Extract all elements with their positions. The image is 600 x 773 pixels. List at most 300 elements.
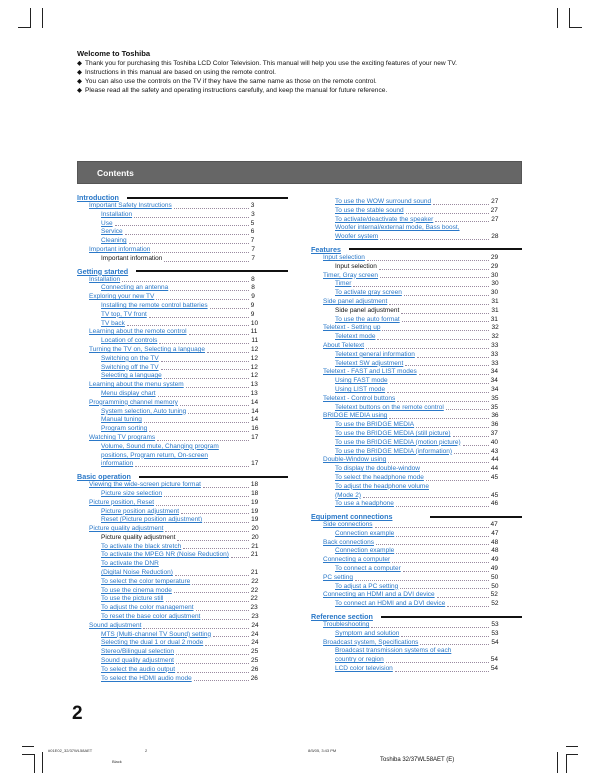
entry-title[interactable]: To use the BRIDGE MEDIA (information) xyxy=(335,447,453,455)
entry-title[interactable]: To use the BRIDGE MEDIA (motion picture) xyxy=(335,438,461,446)
toc-entry-link[interactable] xyxy=(77,211,289,220)
toc-entry-link[interactable] xyxy=(77,666,289,675)
entry-title[interactable]: Back connections xyxy=(323,538,374,546)
entry-title[interactable]: Viewing the wide-screen picture format xyxy=(89,481,201,489)
toc-entry-link[interactable] xyxy=(311,521,523,530)
toc-entry-link[interactable] xyxy=(77,372,289,381)
toc-entry-link[interactable] xyxy=(77,355,289,364)
entry-title[interactable]: Broadcast transmission systems of each xyxy=(335,647,452,655)
toc-entry-link[interactable] xyxy=(77,293,289,302)
dot-leader xyxy=(186,387,249,388)
entry-page-number: 7 xyxy=(250,237,255,245)
toc-entry-link[interactable] xyxy=(311,351,523,360)
contents-header-bar xyxy=(77,161,522,184)
toc-entry-link[interactable] xyxy=(77,490,289,499)
section-title-link[interactable]: Features xyxy=(311,244,341,254)
dot-leader xyxy=(426,480,489,481)
toc-entry-link[interactable] xyxy=(311,404,523,413)
toc-entry-link[interactable] xyxy=(77,202,289,211)
entry-title[interactable]: To connect an HDMI and a DVI device xyxy=(335,600,446,608)
section-rule xyxy=(136,270,288,272)
toc-entry-link[interactable] xyxy=(311,483,523,492)
toc-entry-link[interactable] xyxy=(311,377,523,386)
entry-title[interactable]: Troubleshooting xyxy=(323,621,370,629)
dot-leader xyxy=(127,325,249,326)
entry-title[interactable]: Exploring your new TV xyxy=(89,293,155,301)
toc-entry-link[interactable] xyxy=(311,639,523,648)
dot-leader xyxy=(417,357,489,358)
toc-entry-link[interactable] xyxy=(311,386,523,395)
dot-leader xyxy=(377,339,489,340)
entry-title[interactable]: Reset (Picture position adjustment) xyxy=(101,516,203,524)
entry-title[interactable]: Picture size selection xyxy=(101,489,163,497)
toc-entry-link[interactable] xyxy=(77,302,289,311)
toc-entry-link[interactable] xyxy=(311,456,523,465)
entry-title[interactable]: country or region xyxy=(335,656,384,664)
toc-entry-link[interactable] xyxy=(311,630,523,639)
entry-page-number: 13 xyxy=(250,381,258,389)
toc-entry-link[interactable] xyxy=(311,547,523,556)
toc-entry-link[interactable] xyxy=(77,587,289,596)
toc-entry-link[interactable] xyxy=(311,665,523,674)
entry-title[interactable]: LCD color television xyxy=(335,665,393,673)
entry-title[interactable]: To use the cinema mode xyxy=(101,586,172,594)
entry-title[interactable]: System selection, Auto tuning xyxy=(101,407,187,415)
toc-entry-link[interactable] xyxy=(311,474,523,483)
entry-title[interactable]: BRIDGE MEDIA using xyxy=(323,412,388,420)
entry-title[interactable]: Picture position, Reset xyxy=(89,498,155,506)
toc-entry-link[interactable] xyxy=(311,254,523,263)
entry-title[interactable]: To use the picture still xyxy=(101,595,164,603)
entry-title[interactable]: Teletext - FAST and LIST modes xyxy=(323,368,417,376)
toc-entry-link[interactable] xyxy=(77,228,289,237)
toc-entry-link[interactable] xyxy=(77,560,289,569)
entry-title[interactable]: Timer xyxy=(335,280,352,288)
entry-title[interactable]: Side panel adjustment xyxy=(323,297,388,305)
toc-entry-link[interactable] xyxy=(311,289,523,298)
toc-entry-link[interactable] xyxy=(77,452,289,461)
toc-entry-link[interactable] xyxy=(77,516,289,525)
dot-leader xyxy=(387,392,489,393)
dot-leader xyxy=(156,505,249,506)
toc-entry-link[interactable] xyxy=(77,284,289,293)
entry-title[interactable]: To use the BRIDGE MEDIA xyxy=(335,421,415,429)
toc-entry-link[interactable] xyxy=(77,364,289,373)
section-title-link[interactable]: Getting started xyxy=(77,266,129,276)
dot-leader xyxy=(174,208,249,209)
entry-title[interactable]: To use the WOW surround sound xyxy=(335,198,432,205)
entry-title[interactable]: To adjust the headphone volume xyxy=(335,482,429,490)
entry-title[interactable]: Connecting a computer xyxy=(323,556,391,564)
entry-title[interactable]: Input selection xyxy=(323,253,365,261)
toc-entry-link[interactable] xyxy=(311,465,523,474)
entry-title[interactable]: Sound quality adjustment xyxy=(101,657,174,665)
toc-entry-link[interactable] xyxy=(311,530,523,539)
entry-page-number: 23 xyxy=(251,613,259,621)
entry-title[interactable]: To activate the MPEG NR (Noise Reduction) xyxy=(101,551,229,559)
toc-entry-link[interactable] xyxy=(311,656,523,665)
section-rule xyxy=(381,616,522,618)
toc-entry-link[interactable] xyxy=(311,412,523,421)
toc-entry-link[interactable] xyxy=(311,647,523,656)
entry-title[interactable]: Stereo/Bilingual selection xyxy=(101,648,174,656)
dot-leader xyxy=(149,431,249,432)
toc-entry-link[interactable] xyxy=(311,556,523,565)
bullet-text: Thank you for purchasing this Toshiba LCD Color Television. This manual will help you use the exciting features of your new TV. xyxy=(85,59,458,67)
entry-page-number: 49 xyxy=(490,565,498,573)
toc-entry-link[interactable] xyxy=(77,675,289,684)
entry-page-number: 32 xyxy=(491,324,499,332)
toc-entry-link[interactable] xyxy=(77,622,289,631)
entry-title[interactable]: Selecting the dual 1 or dual 2 mode xyxy=(101,639,204,647)
entry-page-number: 5 xyxy=(250,219,255,227)
dot-leader xyxy=(189,334,249,335)
entry-title[interactable]: Connecting an antenna xyxy=(101,284,169,292)
toc-entry-link[interactable] xyxy=(77,381,289,390)
toc-entry-link[interactable] xyxy=(311,342,523,351)
toc-entry-link[interactable] xyxy=(77,246,289,255)
entry-title[interactable]: information xyxy=(101,460,134,468)
toc-entry-link[interactable] xyxy=(311,207,523,216)
entry-title[interactable]: Broadcast system, Specifications xyxy=(323,638,419,646)
entry-title[interactable]: Teletext SW adjustment xyxy=(335,359,404,367)
entry-title[interactable]: Using LIST mode xyxy=(335,385,386,393)
toc-entry-link[interactable] xyxy=(77,408,289,417)
toc-entry-link[interactable] xyxy=(311,298,523,307)
toc-entry-link[interactable] xyxy=(311,574,523,583)
section-title-link[interactable]: Reference section xyxy=(311,612,373,622)
toc-entry-link[interactable] xyxy=(77,604,289,613)
diamond-bullet-icon: ◆ xyxy=(77,59,83,67)
entry-title[interactable]: To select the HDMI audio mode xyxy=(101,674,192,682)
entry-title[interactable]: To use a headphone xyxy=(335,500,394,508)
entry-page-number: 21 xyxy=(251,542,259,550)
entry-title[interactable]: Teletext mode xyxy=(335,333,376,341)
toc-entry-link[interactable] xyxy=(77,499,289,508)
dot-leader xyxy=(143,628,249,629)
entry-page-number: 18 xyxy=(251,489,259,497)
entry-page-number: 34 xyxy=(490,368,498,376)
entry-title[interactable]: Installation xyxy=(89,275,121,283)
entry-title[interactable]: Connection example xyxy=(335,529,395,537)
section-rule xyxy=(349,248,522,250)
entry-page-number: 47 xyxy=(491,529,499,537)
entry-title[interactable]: To adjust a PC setting xyxy=(335,582,399,590)
toc-entry-link[interactable] xyxy=(77,631,289,640)
entry-title[interactable]: (Digital Noise Reduction) xyxy=(101,569,173,577)
toc-entry-link[interactable] xyxy=(77,613,289,622)
toc-entry-link[interactable] xyxy=(311,216,523,225)
entry-title[interactable]: Side connections xyxy=(323,521,373,529)
entry-page-number: 53 xyxy=(491,621,499,629)
toc-entry-link[interactable] xyxy=(311,430,523,439)
toc-section-heading xyxy=(77,472,289,481)
dot-leader xyxy=(161,369,249,370)
dot-leader xyxy=(401,636,489,637)
toc-entry-link[interactable] xyxy=(311,565,523,574)
toc-entry-link[interactable] xyxy=(77,657,289,666)
toc-entry-link[interactable] xyxy=(77,508,289,517)
toc-entry-link[interactable] xyxy=(77,569,289,578)
toc-entry-link[interactable] xyxy=(77,648,289,657)
dot-leader xyxy=(180,405,249,406)
crop-mark xyxy=(22,754,34,755)
toc-entry-link[interactable] xyxy=(311,280,523,289)
dot-leader xyxy=(213,636,249,637)
dot-leader xyxy=(401,313,489,314)
entry-page-number: 3 xyxy=(250,202,255,209)
entry-title[interactable]: Service xyxy=(101,228,123,236)
toc-entry-link[interactable] xyxy=(77,639,289,648)
entry-title[interactable]: Learning about the remote control xyxy=(89,328,187,336)
entry-title[interactable]: To use the auto format xyxy=(335,315,400,323)
entry-page-number: 54 xyxy=(490,656,499,664)
dot-leader xyxy=(380,239,489,240)
entry-title[interactable]: To select the color temperature xyxy=(101,577,191,585)
crop-mark xyxy=(34,754,35,773)
entry-page-number: 21 xyxy=(250,569,259,577)
entry-title[interactable]: To reset the base color adjustment xyxy=(101,613,201,621)
entry-title[interactable]: (Mode 2) xyxy=(335,491,362,499)
entry-title[interactable]: Volume, Sound mute, Changing program xyxy=(101,442,219,450)
entry-page-number: 14 xyxy=(250,398,259,406)
toc-entry-link[interactable] xyxy=(311,539,523,548)
entry-page-number: 18 xyxy=(250,481,259,489)
toc-entry-link[interactable] xyxy=(311,421,523,430)
entry-page-number: 12 xyxy=(250,363,258,371)
entry-page-number: 50 xyxy=(491,582,499,590)
crop-mark xyxy=(22,746,34,747)
dot-leader xyxy=(134,217,249,218)
toc-section-heading xyxy=(77,267,289,276)
dot-leader xyxy=(152,252,249,253)
toc-entry-link[interactable] xyxy=(311,500,523,509)
entry-title[interactable]: Important information xyxy=(89,245,151,253)
toc-entry-link[interactable] xyxy=(311,448,523,457)
toc-entry-link[interactable] xyxy=(77,346,289,355)
entry-page-number: 30 xyxy=(490,289,499,297)
dot-leader xyxy=(231,557,249,558)
dot-leader xyxy=(196,610,249,611)
dot-leader xyxy=(144,422,249,423)
entry-title[interactable]: Program sorting xyxy=(101,425,148,433)
entry-title[interactable]: Woofer system xyxy=(335,233,379,241)
dot-leader xyxy=(355,580,489,581)
entry-title[interactable]: Teletext - Control buttons xyxy=(323,394,396,402)
entry-title[interactable]: Teletext - Setting up xyxy=(323,324,381,332)
toc-entry-link[interactable] xyxy=(77,481,289,490)
crop-mark xyxy=(569,8,570,28)
entry-page-number: 14 xyxy=(251,407,259,415)
entry-title[interactable]: Location of controls xyxy=(101,337,158,345)
entry-page-number: 45 xyxy=(490,473,499,481)
entry-title[interactable]: Cleaning xyxy=(101,237,127,245)
dot-leader xyxy=(176,654,249,655)
toc-entry-link[interactable] xyxy=(311,439,523,448)
entry-title[interactable]: To use the BRIDGE MEDIA (still picture) xyxy=(335,429,451,437)
entry-title[interactable]: Menu display chart xyxy=(101,389,156,397)
toc-entry-link[interactable] xyxy=(77,416,289,425)
entry-page-number: 7 xyxy=(251,254,256,262)
crop-mark xyxy=(557,8,558,28)
dot-leader xyxy=(405,365,489,366)
toc-entry-link[interactable] xyxy=(77,328,289,337)
toc-entry-link[interactable] xyxy=(77,551,289,560)
entry-title[interactable]: Woofer internal/external mode, Bass boost, xyxy=(335,224,460,232)
entry-title[interactable]: To activate gray screen xyxy=(335,289,402,297)
entry-page-number: 22 xyxy=(250,595,258,603)
toc-entry-link[interactable] xyxy=(311,272,523,281)
entry-title[interactable]: Sound adjustment xyxy=(89,621,142,629)
entry-page-number: 23 xyxy=(250,604,258,612)
entry-title[interactable]: Double-Window using xyxy=(323,456,387,464)
entry-title[interactable]: MTS (Multi-channel TV Sound) setting xyxy=(101,630,212,638)
toc-entry-link[interactable] xyxy=(77,460,289,469)
dot-leader xyxy=(170,290,249,291)
entry-page-number: 33 xyxy=(490,350,499,358)
crop-mark xyxy=(18,27,31,28)
entry-title[interactable]: To select the audio output xyxy=(101,665,176,673)
entry-page-number: 20 xyxy=(251,533,259,541)
entry-title[interactable]: Learning about the menu system xyxy=(89,381,184,389)
entry-page-number: 20 xyxy=(251,525,259,533)
dot-leader xyxy=(446,409,489,410)
toc-entry-link[interactable] xyxy=(311,600,523,609)
toc-entry-link[interactable] xyxy=(77,525,289,534)
toc-entry-link[interactable] xyxy=(77,320,289,329)
toc-entry-link[interactable] xyxy=(77,220,289,229)
dot-leader xyxy=(204,522,249,523)
entry-page-number: 36 xyxy=(491,412,499,420)
toc-entry-link[interactable] xyxy=(77,311,289,320)
entry-page-number: 43 xyxy=(491,447,499,455)
entry-title[interactable]: Programming channel memory xyxy=(89,398,178,406)
entry-page-number: 30 xyxy=(491,271,499,279)
toc-entry-link[interactable] xyxy=(311,591,523,600)
entry-title[interactable]: To activate the DNR xyxy=(101,560,159,568)
section-title-link[interactable]: Introduction xyxy=(77,193,119,202)
entry-page-number: 48 xyxy=(491,547,499,555)
entry-page-number: 33 xyxy=(491,341,499,349)
toc-entry-link[interactable] xyxy=(77,237,289,246)
entry-title[interactable]: To select the headphone mode xyxy=(335,473,424,481)
toc-section-heading xyxy=(311,245,523,254)
dot-leader xyxy=(161,361,249,362)
toc-entry-link[interactable] xyxy=(311,316,523,325)
entry-title[interactable]: Manual tuning xyxy=(101,416,142,424)
entry-page-number: 31 xyxy=(491,306,499,314)
dot-leader xyxy=(164,496,249,497)
entry-title[interactable]: Teletext buttons on the remote control xyxy=(335,403,444,411)
toc-entry-link[interactable] xyxy=(77,443,289,452)
entry-title[interactable]: TV top, TV front xyxy=(101,310,147,318)
entry-page-number: 17 xyxy=(251,460,259,468)
toc-entry-link[interactable] xyxy=(77,337,289,346)
toc-entry-link[interactable] xyxy=(311,583,523,592)
toc-entry-link[interactable] xyxy=(77,425,289,434)
entry-title: Input selection xyxy=(335,262,377,270)
entry-title[interactable]: Connecting an HDMI and a DVI device xyxy=(323,591,435,599)
entry-title[interactable]: Selecting a language xyxy=(101,372,162,380)
entry-title[interactable]: To activate/deactivate the speaker xyxy=(335,215,434,223)
section-title-link[interactable]: Equipment connections xyxy=(311,512,393,522)
entry-page-number: 16 xyxy=(251,425,259,433)
entry-title[interactable]: Connection example xyxy=(335,547,395,555)
toc-entry-link[interactable] xyxy=(77,399,289,408)
entry-page-number: 34 xyxy=(491,385,499,393)
dot-leader xyxy=(207,352,249,353)
entry-page-number: 17 xyxy=(251,433,259,441)
entry-title[interactable]: To activate the black stretch xyxy=(101,542,182,550)
section-title-link[interactable]: Basic operation xyxy=(77,472,131,482)
entry-title[interactable]: Teletext general information xyxy=(335,350,415,358)
dot-leader xyxy=(158,396,249,397)
entry-page-number: 12 xyxy=(250,372,258,380)
dot-leader xyxy=(122,281,249,282)
entry-title[interactable]: Watching TV programs xyxy=(89,433,156,441)
entry-page-number: 22 xyxy=(251,577,259,585)
entry-title[interactable]: Picture quality adjustment xyxy=(89,525,164,533)
toc-entry-link[interactable] xyxy=(77,276,289,285)
toc-entry-link[interactable] xyxy=(311,360,523,369)
toc-entry-link[interactable] xyxy=(77,390,289,399)
entry-title[interactable]: Installation xyxy=(101,210,133,218)
dot-leader xyxy=(157,440,249,441)
toc-entry-link[interactable] xyxy=(311,198,523,207)
dot-leader xyxy=(402,321,489,322)
entry-title[interactable]: Switching off the TV xyxy=(101,363,159,371)
toc-entry-link[interactable] xyxy=(77,434,289,443)
entry-title[interactable]: TV back xyxy=(101,319,125,327)
entry-title[interactable]: Turning the TV on, Selecting a language xyxy=(89,345,205,353)
entry-title[interactable]: PC setting xyxy=(323,573,353,581)
entry-page-number: 10 xyxy=(250,319,259,327)
toc-entry-link[interactable] xyxy=(311,324,523,333)
toc-entry-link[interactable] xyxy=(311,621,523,630)
toc-entry-link[interactable] xyxy=(311,395,523,404)
entry-page-number: 37 xyxy=(490,429,498,437)
entry-title[interactable]: Symptom and solution xyxy=(335,629,400,637)
toc-entry-link[interactable] xyxy=(311,368,523,377)
dot-leader xyxy=(435,221,489,222)
entry-title[interactable]: To display the double-window xyxy=(335,465,420,473)
entry-title[interactable]: Picture position adjustment xyxy=(101,507,180,515)
entry-title[interactable]: Switching on the TV xyxy=(101,354,159,362)
entry-title[interactable]: Using FAST mode xyxy=(335,377,388,385)
entry-title[interactable]: Important Safety Instructions xyxy=(89,202,172,209)
entry-title[interactable]: To adjust the color management xyxy=(101,604,194,612)
toc-entry-link[interactable] xyxy=(77,543,289,552)
entry-title[interactable]: positions, Program return, On-screen xyxy=(101,451,208,459)
toc-entry-link[interactable] xyxy=(311,224,523,233)
entry-title[interactable]: To use the stable sound xyxy=(335,206,404,214)
toc-entry-link[interactable] xyxy=(77,595,289,604)
dot-leader xyxy=(416,427,489,428)
toc-entry-link[interactable] xyxy=(311,333,523,342)
dot-leader xyxy=(164,261,249,262)
entry-page-number: 45 xyxy=(491,491,499,499)
entry-title[interactable]: Installing the remote control batteries xyxy=(101,301,208,309)
entry-title[interactable]: About Teletext xyxy=(323,341,365,349)
entry-title[interactable]: Timer, Gray screen xyxy=(323,271,379,279)
dot-leader xyxy=(386,662,489,663)
toc-entry-link[interactable] xyxy=(77,578,289,587)
entry-page-number: 26 xyxy=(251,665,259,673)
entry-title[interactable]: To connect a computer xyxy=(335,565,401,573)
entry-title[interactable]: Use xyxy=(101,219,113,227)
toc-entry-link[interactable] xyxy=(311,233,523,242)
toc-entry-link[interactable] xyxy=(311,492,523,501)
